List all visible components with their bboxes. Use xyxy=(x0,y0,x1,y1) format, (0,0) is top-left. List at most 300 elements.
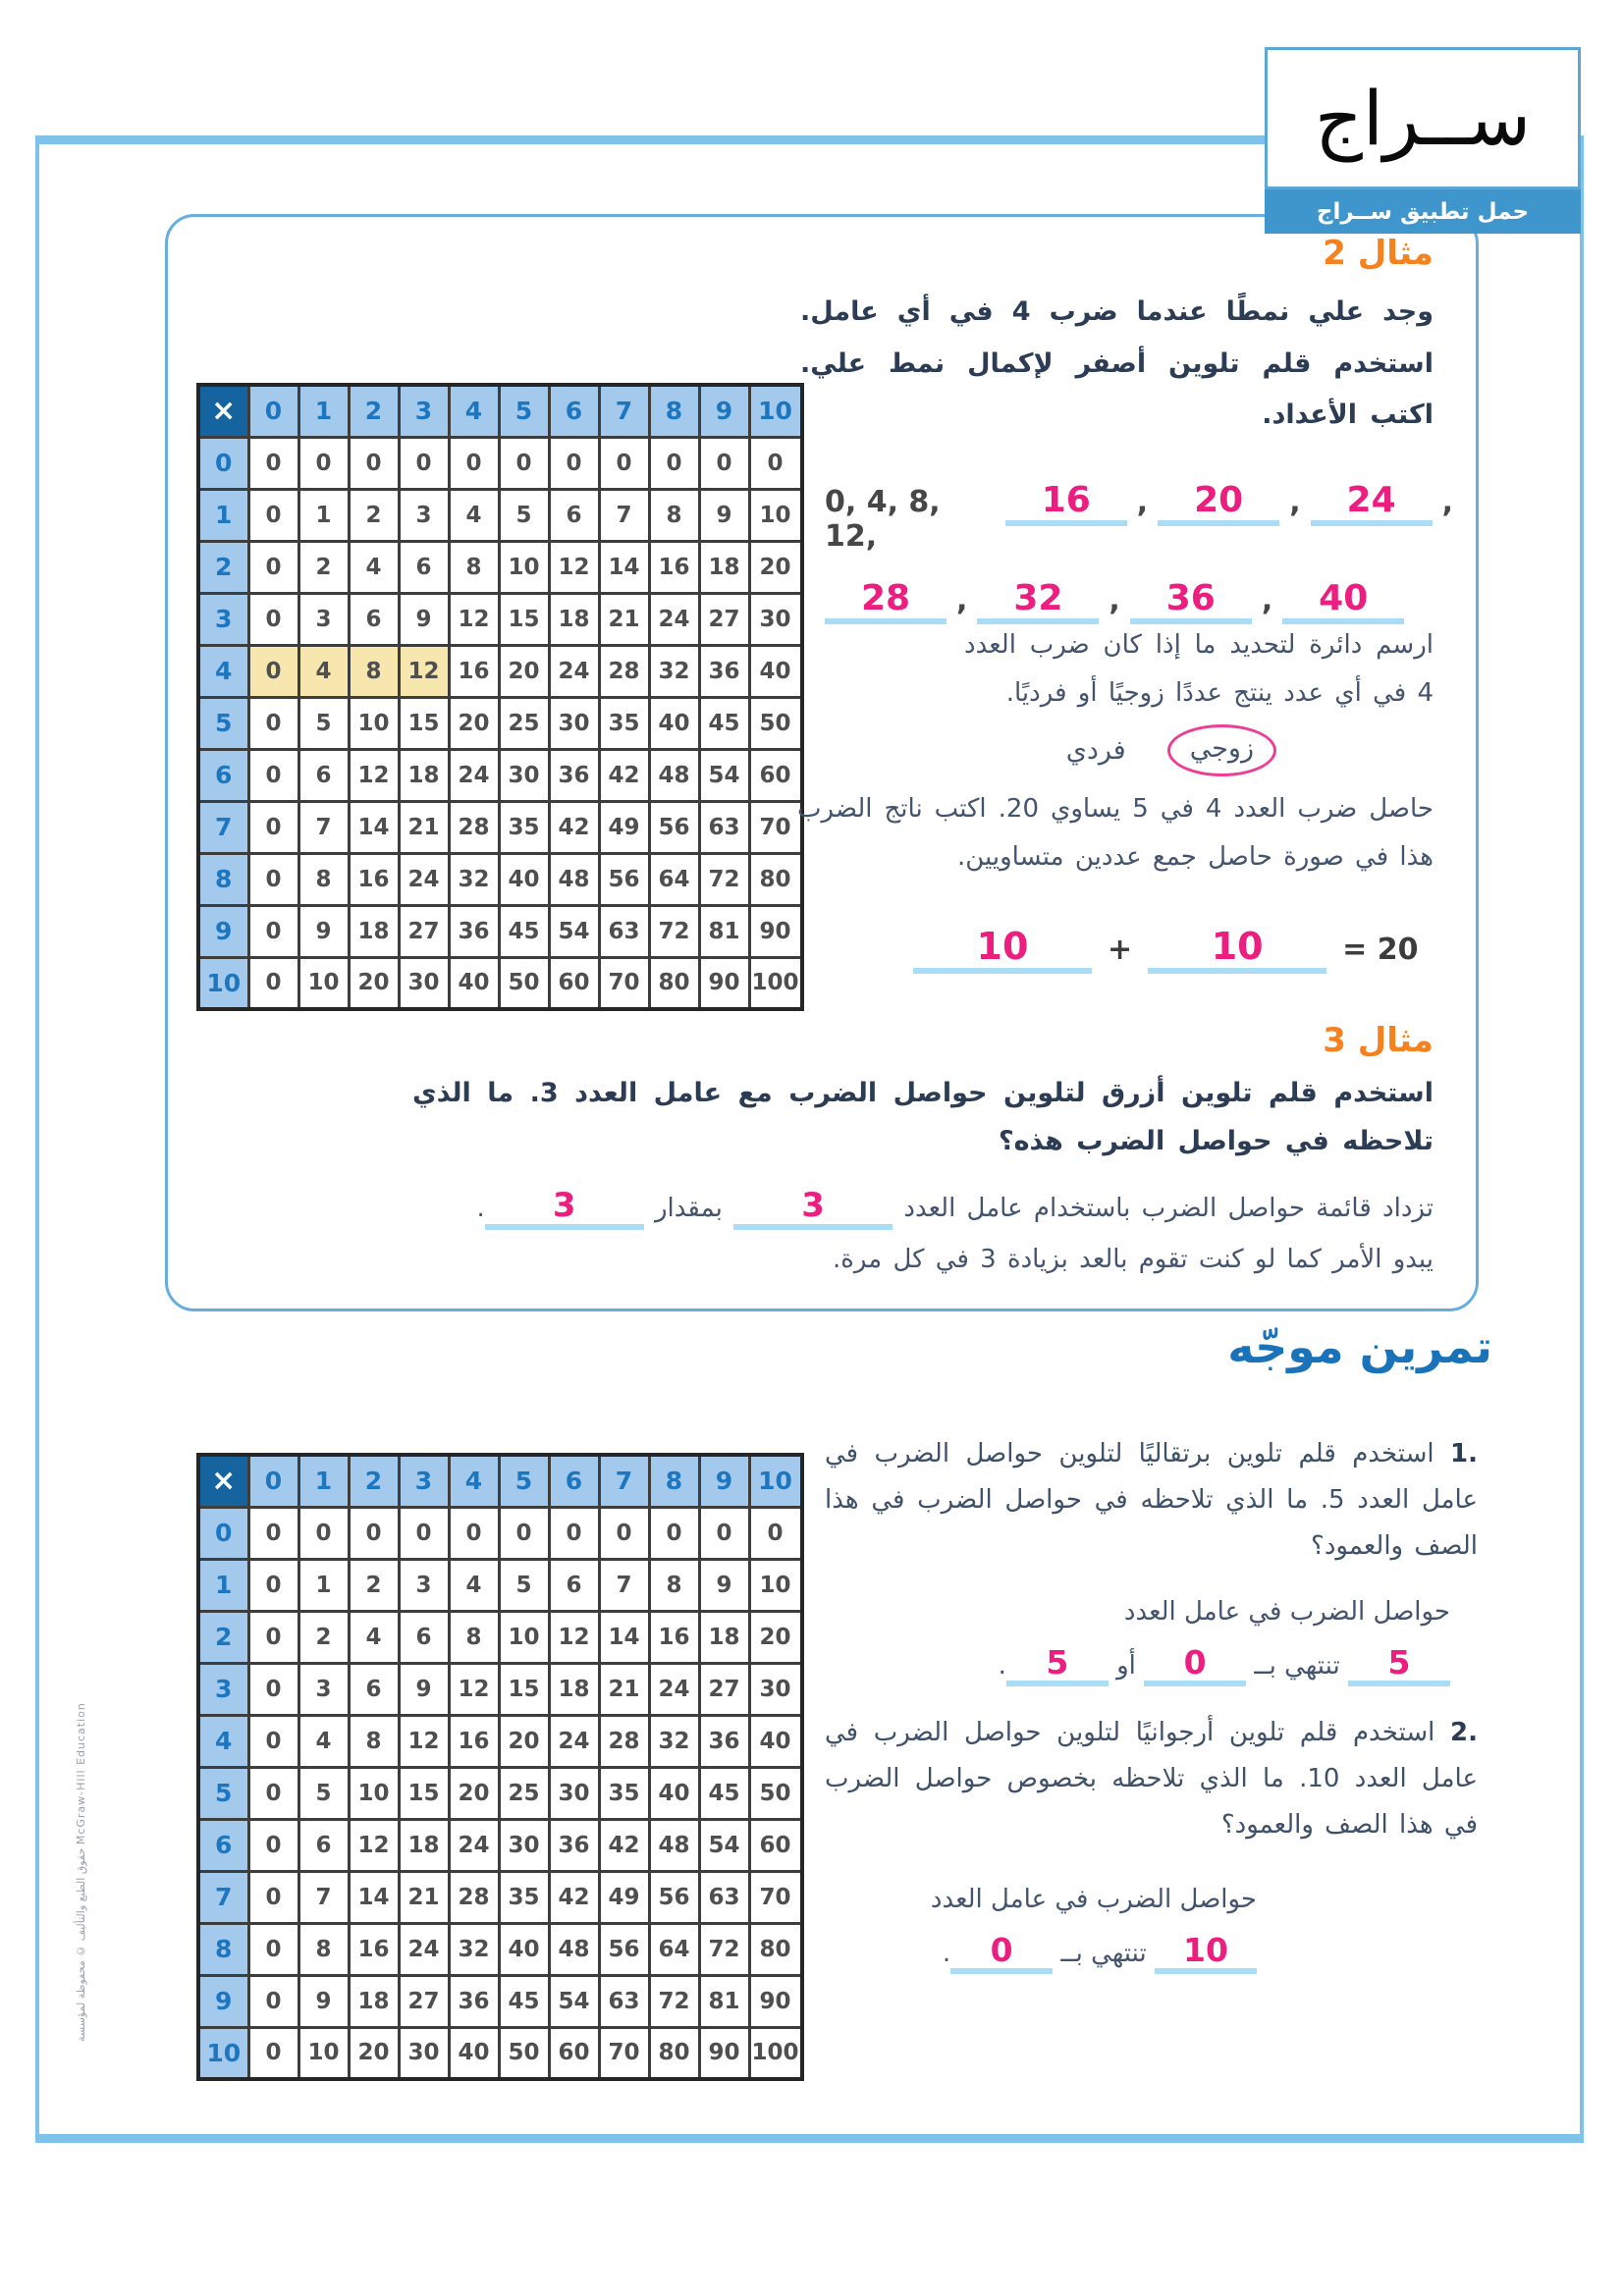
table-column-header: 7 xyxy=(599,385,649,437)
answer-blank[interactable]: 20 xyxy=(1158,481,1279,526)
table-cell: 0 xyxy=(749,1507,802,1559)
table-cell: 0 xyxy=(499,437,549,489)
table-row xyxy=(198,1871,802,1923)
table-cell: 0 xyxy=(549,437,599,489)
table-cell: 63 xyxy=(699,801,749,853)
table-row-header: 1 xyxy=(198,489,248,541)
table-cell: 50 xyxy=(749,1767,802,1819)
table-cell: 10 xyxy=(749,1559,802,1611)
table-cell: 8 xyxy=(649,1559,699,1611)
table-row xyxy=(198,1663,802,1715)
table-row-header: 9 xyxy=(198,905,248,957)
table-cell: 30 xyxy=(499,1819,549,1871)
table-cell: 14 xyxy=(599,541,649,593)
table-cell: 21 xyxy=(599,1663,649,1715)
table-row-header: 2 xyxy=(198,541,248,593)
sum-equation xyxy=(913,927,1448,974)
table-cell: 56 xyxy=(599,1923,649,1975)
table-cell: 36 xyxy=(449,905,499,957)
table-cell: 16 xyxy=(449,645,499,697)
table-cell: 0 xyxy=(599,437,649,489)
table-cell: 24 xyxy=(399,1923,449,1975)
table-column-header: 6 xyxy=(549,1455,599,1507)
table-cell: 5 xyxy=(298,697,349,749)
table-row xyxy=(198,645,802,697)
table-cell: 7 xyxy=(298,801,349,853)
answer-blank[interactable]: 0 xyxy=(950,1933,1053,1974)
table-row-header: 8 xyxy=(198,1923,248,1975)
table-cell: 1 xyxy=(298,1559,349,1611)
table-cell: 36 xyxy=(699,645,749,697)
table-cell: 90 xyxy=(749,905,802,957)
table-cell: 1 xyxy=(298,489,349,541)
table-cell: 48 xyxy=(549,1923,599,1975)
table-cell: 24 xyxy=(549,645,599,697)
table-cell: 9 xyxy=(699,489,749,541)
table-cell: 0 xyxy=(248,1767,298,1819)
table-cell: 8 xyxy=(449,541,499,593)
question-1-number: 1. xyxy=(1450,1439,1479,1468)
table-cell: 2 xyxy=(298,541,349,593)
table-cell: 70 xyxy=(599,957,649,1009)
answer-blank[interactable]: 10 xyxy=(1148,927,1326,974)
table-cell: 30 xyxy=(549,697,599,749)
table-cell: 49 xyxy=(599,1871,649,1923)
table-cell: 20 xyxy=(449,697,499,749)
table-cell: 0 xyxy=(248,1923,298,1975)
table-cell: 42 xyxy=(599,1819,649,1871)
table-cell: 15 xyxy=(399,1767,449,1819)
table-cell: 9 xyxy=(399,593,449,645)
answer-blank[interactable]: 3 xyxy=(485,1188,644,1230)
table-cell: 14 xyxy=(599,1611,649,1663)
table-cell: 0 xyxy=(248,957,298,1009)
table-cell: 15 xyxy=(499,1663,549,1715)
table-cell: 56 xyxy=(599,853,649,905)
table-cell: 42 xyxy=(549,801,599,853)
table-row xyxy=(198,1611,802,1663)
table-cell: 20 xyxy=(749,541,802,593)
table-cell: 24 xyxy=(399,853,449,905)
table-cell: 24 xyxy=(449,749,499,801)
question-1-answer: حواصل الضرب في عامل العدد 5 تنتهي بــ 0 أو 5. xyxy=(940,1585,1450,1692)
table-cell: 72 xyxy=(699,1923,749,1975)
table-cell: 12 xyxy=(549,541,599,593)
table-cell: 6 xyxy=(549,1559,599,1611)
table-cell: 21 xyxy=(399,801,449,853)
question-2-number: 2. xyxy=(1450,1718,1478,1747)
table-cell: 0 xyxy=(248,697,298,749)
table-cell: 18 xyxy=(549,1663,599,1715)
table-cell: 25 xyxy=(499,697,549,749)
table-cell: 0 xyxy=(399,437,449,489)
table-cell: 28 xyxy=(449,801,499,853)
sequence-row-2: 28 , 32 , 36 , 40 xyxy=(825,579,1453,624)
equals-result: = 20 xyxy=(1342,933,1419,967)
table-row-header: 2 xyxy=(198,1611,248,1663)
table-cell: 24 xyxy=(449,1819,499,1871)
table-cell: 64 xyxy=(649,1923,699,1975)
table-cell: 0 xyxy=(248,1611,298,1663)
table-row-header: 5 xyxy=(198,1767,248,1819)
table-cell: 4 xyxy=(449,1559,499,1611)
table-cell: 50 xyxy=(499,2027,549,2079)
table-row xyxy=(198,1819,802,1871)
table-column-header: 9 xyxy=(699,385,749,437)
table-cell: 0 xyxy=(248,1663,298,1715)
table-cell: 48 xyxy=(649,749,699,801)
answer-blank[interactable]: 32 xyxy=(977,579,1099,624)
table-cell: 0 xyxy=(649,437,699,489)
table-cell: 5 xyxy=(298,1767,349,1819)
table-cell: 30 xyxy=(399,2027,449,2079)
table-cell: 3 xyxy=(298,593,349,645)
table-cell: 4 xyxy=(298,1715,349,1767)
plus-sign: + xyxy=(1108,933,1133,967)
table-cell: 70 xyxy=(599,2027,649,2079)
table-cell: 16 xyxy=(349,853,399,905)
table-cell-highlighted: 12 xyxy=(399,645,449,697)
copyright-vertical-text: حقوق الطبع والتأليف © محفوظة لمؤسسة McGraw-Hill Education xyxy=(75,1702,87,2042)
table-cell: 10 xyxy=(349,697,399,749)
table-row-header: 4 xyxy=(198,1715,248,1767)
table-cell: 40 xyxy=(649,1767,699,1819)
table-cell: 6 xyxy=(349,1663,399,1715)
table-cell: 45 xyxy=(699,697,749,749)
table-cell: 45 xyxy=(499,905,549,957)
answer-blank[interactable]: 10 xyxy=(913,927,1092,974)
table-cell: 3 xyxy=(298,1663,349,1715)
table-cell: 81 xyxy=(699,1975,749,2027)
table-cell: 0 xyxy=(248,749,298,801)
table-row xyxy=(198,1507,802,1559)
table-cell: 18 xyxy=(399,1819,449,1871)
table-cell: 18 xyxy=(699,1611,749,1663)
example3-intro: استخدم قلم تلوين أزرق لتلوين حواصل الضرب مع عامل العدد 3. ما الذي تلاحظه في حواصل الضرب هذه؟ xyxy=(412,1078,1434,1156)
table-cell: 21 xyxy=(599,593,649,645)
table-cell: 0 xyxy=(248,593,298,645)
table-cell: 4 xyxy=(349,541,399,593)
table-cell: 0 xyxy=(599,1507,649,1559)
table-cell: 28 xyxy=(449,1871,499,1923)
table-cell: 9 xyxy=(298,905,349,957)
table-column-header: 2 xyxy=(349,385,399,437)
table-cell: 7 xyxy=(599,489,649,541)
table-cell: 27 xyxy=(699,1663,749,1715)
page-border-left xyxy=(35,135,39,2143)
choice-odd[interactable]: فردي xyxy=(1065,735,1126,766)
table-row xyxy=(198,593,802,645)
answer-blank[interactable]: 28 xyxy=(825,579,947,624)
table-row xyxy=(198,489,802,541)
table-cell: 80 xyxy=(649,2027,699,2079)
table-cell: 0 xyxy=(248,1819,298,1871)
answer-blank[interactable]: 24 xyxy=(1311,481,1433,526)
table-row xyxy=(198,801,802,853)
table-cell: 35 xyxy=(599,697,649,749)
table-cell: 0 xyxy=(248,437,298,489)
table-cell: 15 xyxy=(499,593,549,645)
table-column-header: 8 xyxy=(649,385,699,437)
table-cell: 0 xyxy=(649,1507,699,1559)
table-column-header: 2 xyxy=(349,1455,399,1507)
table-row xyxy=(198,1559,802,1611)
table-cell: 40 xyxy=(749,645,802,697)
table-column-header: 10 xyxy=(749,1455,802,1507)
table-cell: 27 xyxy=(399,905,449,957)
table-cell: 80 xyxy=(649,957,699,1009)
table-cell: 8 xyxy=(298,853,349,905)
table-cell: 90 xyxy=(749,1975,802,2027)
table-cell: 2 xyxy=(349,489,399,541)
table-cell: 72 xyxy=(649,1975,699,2027)
table-cell: 20 xyxy=(499,645,549,697)
table-cell: 0 xyxy=(298,437,349,489)
table-row-header: 7 xyxy=(198,1871,248,1923)
table-row xyxy=(198,957,802,1009)
table-cell: 8 xyxy=(649,489,699,541)
table-cell-highlighted: 4 xyxy=(298,645,349,697)
table-cell: 6 xyxy=(549,489,599,541)
table-cell: 0 xyxy=(248,1559,298,1611)
table-cell: 27 xyxy=(399,1975,449,2027)
table-cell: 32 xyxy=(649,645,699,697)
table-cell: 18 xyxy=(399,749,449,801)
answer-blank[interactable]: 3 xyxy=(733,1188,893,1230)
table-cell: 30 xyxy=(499,749,549,801)
table-cell: 0 xyxy=(248,1715,298,1767)
table-cell: 54 xyxy=(699,749,749,801)
table-cell: 8 xyxy=(298,1923,349,1975)
table-cell: 0 xyxy=(449,1507,499,1559)
table-row-header: 10 xyxy=(198,2027,248,2079)
answer-blank[interactable]: 5 xyxy=(1006,1645,1109,1686)
table-column-header: 5 xyxy=(499,385,549,437)
table-cell: 45 xyxy=(699,1767,749,1819)
table-cell: 63 xyxy=(599,1975,649,2027)
table-cell: 40 xyxy=(449,957,499,1009)
table-cell: 10 xyxy=(749,489,802,541)
table-cell: 36 xyxy=(549,1819,599,1871)
even-odd-choice xyxy=(982,724,1276,776)
table-cell: 63 xyxy=(699,1871,749,1923)
table-cell: 12 xyxy=(549,1611,599,1663)
table-column-header: 6 xyxy=(549,385,599,437)
table-cell: 35 xyxy=(599,1767,649,1819)
siraj-logo-title: ســراج xyxy=(1265,47,1581,189)
table-cell-highlighted: 8 xyxy=(349,645,399,697)
table-cell: 0 xyxy=(248,1975,298,2027)
table-cell: 45 xyxy=(499,1975,549,2027)
table-cell: 6 xyxy=(298,749,349,801)
table-cell: 50 xyxy=(499,957,549,1009)
table-cell: 4 xyxy=(349,1611,399,1663)
table-cell: 0 xyxy=(248,905,298,957)
table-cell: 25 xyxy=(499,1767,549,1819)
table-cell: 7 xyxy=(298,1871,349,1923)
table-cell: 24 xyxy=(649,593,699,645)
table-cell: 0 xyxy=(248,489,298,541)
table-row-header: 8 xyxy=(198,853,248,905)
table-cell: 60 xyxy=(549,957,599,1009)
table-cell: 54 xyxy=(549,1975,599,2027)
table-cell: 8 xyxy=(349,1715,399,1767)
table-cell: 64 xyxy=(649,853,699,905)
example2-intro: وجد علي نمطًا عندما ضرب 4 في أي عامل. استخدم قلم تلوين أصفر لإكمال نمط علي. اكتب الأعداد. xyxy=(800,296,1434,431)
table-row xyxy=(198,905,802,957)
table-cell: 15 xyxy=(399,697,449,749)
table-cell: 3 xyxy=(399,1559,449,1611)
table-row xyxy=(198,541,802,593)
table-cell: 12 xyxy=(449,593,499,645)
table-cell: 20 xyxy=(499,1715,549,1767)
table-column-header: 9 xyxy=(699,1455,749,1507)
question-2-answer: حواصل الضرب في عامل العدد 10 تنتهي بــ 0. xyxy=(844,1873,1257,1980)
example3-heading: مثال 3 xyxy=(1323,1021,1434,1060)
table-row-header: 6 xyxy=(198,1819,248,1871)
table-row-header: 9 xyxy=(198,1975,248,2027)
table-cell: 30 xyxy=(749,593,802,645)
table-row xyxy=(198,1975,802,2027)
table-cell: 42 xyxy=(599,749,649,801)
table-cell: 6 xyxy=(349,593,399,645)
table-cell: 16 xyxy=(649,1611,699,1663)
table-cell: 20 xyxy=(349,2027,399,2079)
table-row xyxy=(198,697,802,749)
table-column-header: 1 xyxy=(298,1455,349,1507)
table-cell: 4 xyxy=(449,489,499,541)
table-cell: 18 xyxy=(349,1975,399,2027)
table-row xyxy=(198,749,802,801)
table-cell: 60 xyxy=(549,2027,599,2079)
table-corner-cell: × xyxy=(198,1455,248,1507)
table-cell: 28 xyxy=(599,645,649,697)
table-column-header: 5 xyxy=(499,1455,549,1507)
table-cell: 30 xyxy=(549,1767,599,1819)
table-cell: 40 xyxy=(499,1923,549,1975)
answer-blank[interactable]: 36 xyxy=(1130,579,1252,624)
table-cell: 90 xyxy=(699,2027,749,2079)
table-cell: 42 xyxy=(549,1871,599,1923)
table-cell: 100 xyxy=(749,957,802,1009)
table-cell: 60 xyxy=(749,1819,802,1871)
table-cell: 6 xyxy=(399,541,449,593)
table-cell: 54 xyxy=(549,905,599,957)
siraj-logo-subtitle: حمل تطبيق ســراج xyxy=(1265,189,1581,234)
question-2: 2. استخدم قلم تلوين أرجوانيًا لتلوين حواصل الضرب في عامل العدد 10. ما الذي تلاحظه بخصوص حواصل الضرب في هذا الصف والعمود؟ xyxy=(825,1718,1478,1840)
table-cell: 16 xyxy=(649,541,699,593)
table-cell-highlighted: 0 xyxy=(248,645,298,697)
table-cell: 14 xyxy=(349,1871,399,1923)
table-cell: 7 xyxy=(599,1559,649,1611)
table-row xyxy=(198,853,802,905)
table-row-header: 0 xyxy=(198,1507,248,1559)
page-border-right xyxy=(1580,135,1584,2143)
table-corner-cell: × xyxy=(198,385,248,437)
table-row-header: 7 xyxy=(198,801,248,853)
table-cell: 56 xyxy=(649,801,699,853)
table-cell: 0 xyxy=(499,1507,549,1559)
table-cell: 32 xyxy=(449,1923,499,1975)
choice-even[interactable]: زوجي xyxy=(1167,724,1276,776)
answer-blank[interactable]: 40 xyxy=(1282,579,1404,624)
multiplication-table-practice xyxy=(196,1453,804,2081)
answer-blank[interactable]: 10 xyxy=(1155,1933,1257,1974)
table-cell: 9 xyxy=(699,1559,749,1611)
table-column-header: 4 xyxy=(449,385,499,437)
answer-blank[interactable]: 5 xyxy=(1348,1645,1450,1686)
table-cell: 70 xyxy=(749,1871,802,1923)
table-cell: 20 xyxy=(349,957,399,1009)
table-cell: 63 xyxy=(599,905,649,957)
sum-instruction: حاصل ضرب العدد 4 في 5 يساوي 20. اكتب ناتج الضرب هذا في صورة حاصل جمع عددين متساويين. xyxy=(797,794,1434,873)
table-cell: 24 xyxy=(649,1663,699,1715)
table-cell: 10 xyxy=(298,957,349,1009)
table-cell: 2 xyxy=(349,1559,399,1611)
table-cell: 2 xyxy=(298,1611,349,1663)
table-column-header: 3 xyxy=(399,1455,449,1507)
table-column-header: 0 xyxy=(248,1455,298,1507)
table-cell: 12 xyxy=(349,1819,399,1871)
table-cell: 24 xyxy=(549,1715,599,1767)
table-cell: 0 xyxy=(549,1507,599,1559)
table-row-header: 3 xyxy=(198,1663,248,1715)
table-column-header: 1 xyxy=(298,385,349,437)
answer-blank[interactable]: 16 xyxy=(1005,481,1127,526)
table-cell: 0 xyxy=(349,1507,399,1559)
table-cell: 0 xyxy=(248,1871,298,1923)
table-row xyxy=(198,1923,802,1975)
table-row-header: 0 xyxy=(198,437,248,489)
table-cell: 0 xyxy=(248,2027,298,2079)
example2-heading: مثال 2 xyxy=(1323,234,1434,273)
table-cell: 0 xyxy=(399,1507,449,1559)
table-cell: 18 xyxy=(699,541,749,593)
table-cell: 0 xyxy=(699,1507,749,1559)
table-cell: 36 xyxy=(699,1715,749,1767)
table-cell: 8 xyxy=(449,1611,499,1663)
table-cell: 16 xyxy=(349,1923,399,1975)
table-cell: 30 xyxy=(399,957,449,1009)
table-cell: 80 xyxy=(749,853,802,905)
table-cell: 27 xyxy=(699,593,749,645)
table-cell: 49 xyxy=(599,801,649,853)
table-cell: 16 xyxy=(449,1715,499,1767)
table-cell: 28 xyxy=(599,1715,649,1767)
page-border-bottom xyxy=(35,2134,1584,2143)
table-cell: 0 xyxy=(248,853,298,905)
table-row-header: 4 xyxy=(198,645,248,697)
table-row-header: 6 xyxy=(198,749,248,801)
table-cell: 0 xyxy=(248,1507,298,1559)
table-cell: 48 xyxy=(549,853,599,905)
table-cell: 35 xyxy=(499,1871,549,1923)
table-cell: 60 xyxy=(749,749,802,801)
answer-blank[interactable]: 0 xyxy=(1144,1645,1246,1686)
table-cell: 0 xyxy=(749,437,802,489)
table-cell: 81 xyxy=(699,905,749,957)
table-cell: 100 xyxy=(749,2027,802,2079)
table-column-header: 0 xyxy=(248,385,298,437)
table-cell: 90 xyxy=(699,957,749,1009)
table-cell: 0 xyxy=(699,437,749,489)
table-cell: 32 xyxy=(449,853,499,905)
table-cell: 14 xyxy=(349,801,399,853)
table-cell: 35 xyxy=(499,801,549,853)
table-column-header: 4 xyxy=(449,1455,499,1507)
table-row xyxy=(198,1715,802,1767)
table-cell: 40 xyxy=(649,697,699,749)
